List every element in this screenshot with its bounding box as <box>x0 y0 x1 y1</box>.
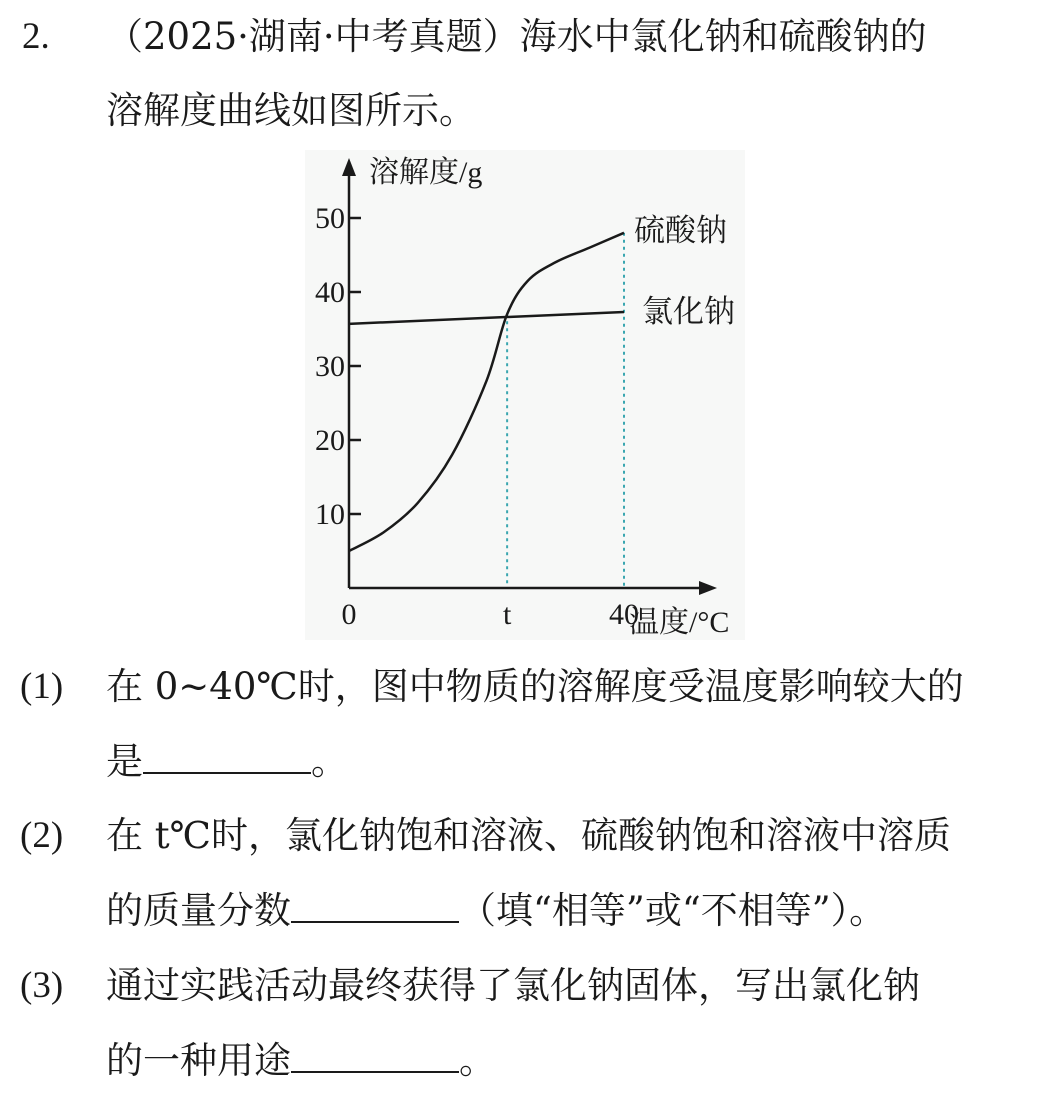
part-3-answer-blank[interactable] <box>291 1037 459 1073</box>
part-1-line1: 在 0~40℃时，图中物质的溶解度受温度影响较大的 <box>106 665 964 708</box>
part-3-label: (3) <box>20 965 64 1006</box>
y-axis-label: 溶解度/g <box>369 156 483 189</box>
series-label-sodium-chloride: 氯化钠 <box>642 293 735 329</box>
series-label-sodium-sulfate: 硫酸钠 <box>634 212 727 248</box>
x-axis-arrow <box>699 581 717 595</box>
part-2-line2 <box>106 887 886 934</box>
part-1-suffix: 。 <box>311 740 348 783</box>
part-2-line1: 在 t℃时，氯化钠饱和溶液、硫酸钠饱和溶液中溶质 <box>106 814 952 857</box>
y-tick-label: 40 <box>315 276 345 309</box>
part-3-prefix: 的一种用途 <box>106 1039 291 1082</box>
x-axis-label: 温度/°C <box>629 606 730 639</box>
series-lines <box>349 233 624 551</box>
part-2-prefix: 的质量分数 <box>106 889 291 932</box>
part-1-line2 <box>106 738 348 785</box>
x-tick-label: t <box>502 598 512 631</box>
part-2-suffix: （填“相等”或“不相等”）。 <box>459 889 887 932</box>
solubility-chart <box>305 150 745 640</box>
series-labels <box>634 213 735 329</box>
part-2-answer-blank[interactable] <box>291 887 459 923</box>
y-tick-label: 50 <box>315 202 345 235</box>
part-3-line1: 通过实践活动最终获得了氯化钠固体，写出氯化钠 <box>106 964 920 1007</box>
part-3-suffix: 。 <box>459 1039 496 1082</box>
part-2-label: (2) <box>20 815 64 856</box>
solubility-chart-svg <box>305 150 745 640</box>
series-line-sodium-sulfate <box>349 233 624 551</box>
part-1-label: (1) <box>20 666 64 707</box>
y-axis-arrow <box>342 158 356 176</box>
y-tick-label: 10 <box>315 498 345 531</box>
part-1-answer-blank[interactable] <box>143 738 311 774</box>
x-ticks <box>342 598 640 631</box>
y-ticks <box>315 202 361 531</box>
part-3-line2 <box>106 1037 496 1084</box>
question-number: 2. <box>22 16 50 57</box>
part-1-prefix: 是 <box>106 740 143 783</box>
y-tick-label: 20 <box>315 424 345 457</box>
question-stem-line2: 溶解度曲线如图所示。 <box>106 89 476 132</box>
x-tick-label: 0 <box>341 598 357 631</box>
y-tick-label: 30 <box>315 350 345 383</box>
question-stem-line1: （2025·湖南·中考真题）海水中氯化钠和硫酸钠的 <box>106 15 927 58</box>
series-line-sodium-chloride <box>349 312 624 324</box>
x-tick-label: 40 <box>609 598 639 631</box>
